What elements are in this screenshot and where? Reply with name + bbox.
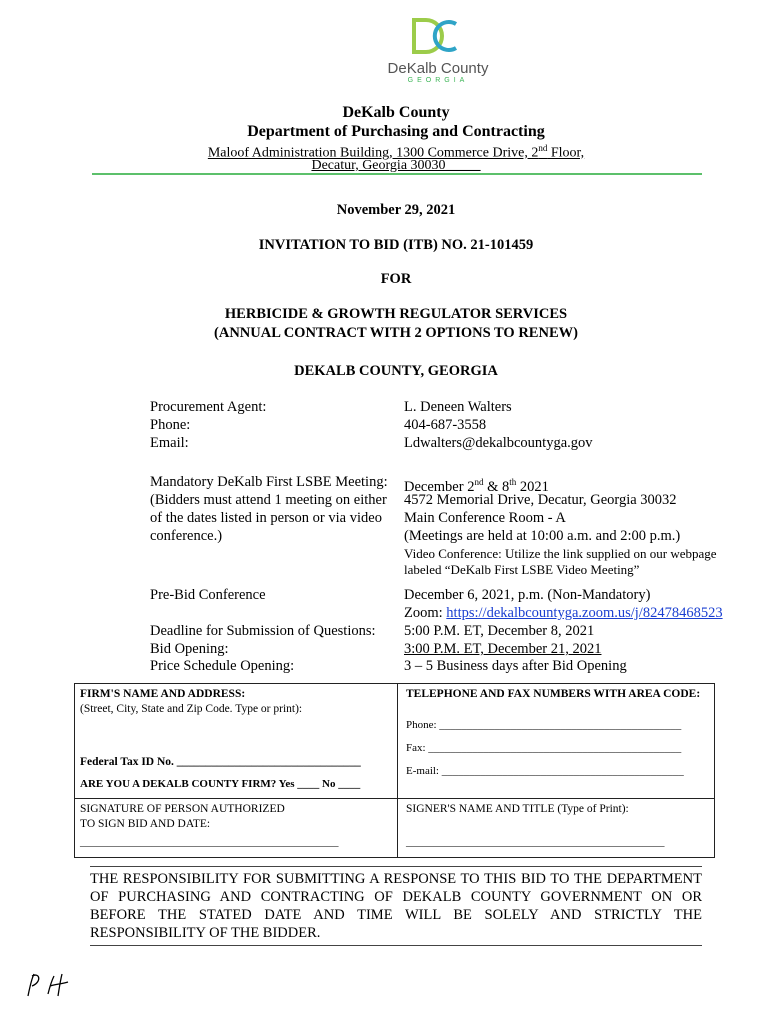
zoom-row (404, 604, 723, 622)
zoom-link[interactable]: https://dekalbcountyga.zoom.us/j/82478468523 (446, 605, 723, 621)
agent-label: Procurement Agent: (150, 399, 267, 415)
handwritten-initials-icon (22, 970, 72, 1000)
header-divider (92, 173, 702, 175)
meeting-label-2: (Bidders must attend 1 meeting on either (150, 492, 387, 508)
bid-title-line-1: HERBICIDE & GROWTH REGULATOR SERVICES (224, 306, 568, 322)
meeting-dates: December 2nd & 8th 2021 (404, 477, 549, 495)
meeting-address: 4572 Memorial Drive, Decatur, Georgia 30032 (404, 492, 677, 508)
bid-title-line-2: (ANNUAL CONTRACT WITH 2 OPTIONS TO RENEW) (214, 325, 578, 341)
meeting-room: Main Conference Room - A (404, 510, 566, 526)
firm-title: FIRM'S NAME AND ADDRESS: (80, 688, 246, 700)
for-label: FOR (380, 271, 412, 287)
meeting-label-4: conference.) (150, 528, 223, 544)
phone-field[interactable]: Phone: ____________________________________________ (406, 719, 682, 731)
price-opening-label: Price Schedule Opening: (150, 658, 295, 674)
dekalb-logo-icon (412, 18, 458, 56)
form-email-field[interactable]: E-mail: ____________________________________________ (406, 765, 684, 777)
logo-text: DeKalb County (387, 60, 489, 77)
dekalb-firm-question[interactable]: ARE YOU A DEKALB COUNTY FIRM? Yes ____ No ____ (80, 778, 361, 790)
video-note-2: labeled “DeKalb First LSBE Video Meeting” (404, 562, 640, 577)
org-name: DeKalb County (342, 104, 450, 121)
firm-hint: (Street, City, State and Zip Code. Type or print): (80, 703, 303, 715)
zoom-label: Zoom: (404, 605, 447, 621)
email-value[interactable]: Ldwalters@dekalbcountyga.gov (404, 435, 593, 451)
signature-line[interactable]: _______________________________________________ (80, 836, 339, 848)
meeting-label-1: Mandatory DeKalb First LSBE Meeting: (150, 474, 388, 490)
issue-date: November 29, 2021 (336, 202, 456, 218)
video-note-1: Video Conference: Utilize the link supplied on our webpage (404, 546, 717, 561)
signer-title: SIGNER'S NAME AND TITLE (Type of Print): (406, 803, 629, 815)
responsibility-notice: THE RESPONSIBILITY FOR SUBMITTING A RESPONSE TO THIS BID TO THE DEPARTMENT OF PURCHASING AND CONTRACTING OF DEKALB COUNTY GOVERNMENT ON OR BEFORE THE STATED DATE AND TIME WILL BE SOLELY AND STRICTLY THE RESPONSIBILITY OF THE BIDDER. (90, 866, 702, 946)
questions-label: Deadline for Submission of Questions: (150, 623, 376, 639)
bid-opening-value: 3:00 P.M. ET, December 21, 2021 (404, 641, 602, 657)
tax-id-field[interactable]: Federal Tax ID No. ________________________________ (80, 756, 361, 768)
meeting-times: (Meetings are held at 10:00 a.m. and 2:00 p.m.) (404, 528, 681, 544)
signer-line[interactable]: _______________________________________________ (406, 836, 665, 848)
agent-value: L. Deneen Walters (404, 399, 512, 415)
bid-opening-label: Bid Opening: (150, 641, 229, 657)
location: DEKALB COUNTY, GEORGIA (294, 363, 498, 379)
phone-label: Phone: (150, 417, 191, 433)
prebid-value: December 6, 2021, p.m. (Non-Mandatory) (404, 587, 651, 603)
email-label: Email: (150, 435, 189, 451)
logo-subtext: GEORGIA (407, 77, 469, 84)
prebid-label: Pre-Bid Conference (150, 587, 266, 603)
signature-title-1: SIGNATURE OF PERSON AUTHORIZED (80, 803, 285, 815)
questions-deadline: 5:00 P.M. ET, December 8, 2021 (404, 623, 595, 639)
phone-value: 404-687-3558 (404, 417, 487, 433)
itb-number: INVITATION TO BID (ITB) NO. 21-101459 (258, 237, 534, 253)
department-name: Department of Purchasing and Contracting (247, 123, 545, 140)
signature-title-2: TO SIGN BID AND DATE: (80, 818, 211, 830)
price-opening-value: 3 – 5 Business days after Bid Opening (404, 658, 627, 674)
address-line-2: Decatur, Georgia 30030_____ (311, 158, 481, 173)
fax-field[interactable]: Fax: ______________________________________________ (406, 742, 682, 754)
address-line-1: Maloof Administration Building, 1300 Commerce Drive, 2nd Floor, (207, 143, 585, 161)
meeting-label-3: of the dates listed in person or via video (150, 510, 382, 526)
telephone-title: TELEPHONE AND FAX NUMBERS WITH AREA CODE: (406, 688, 701, 700)
